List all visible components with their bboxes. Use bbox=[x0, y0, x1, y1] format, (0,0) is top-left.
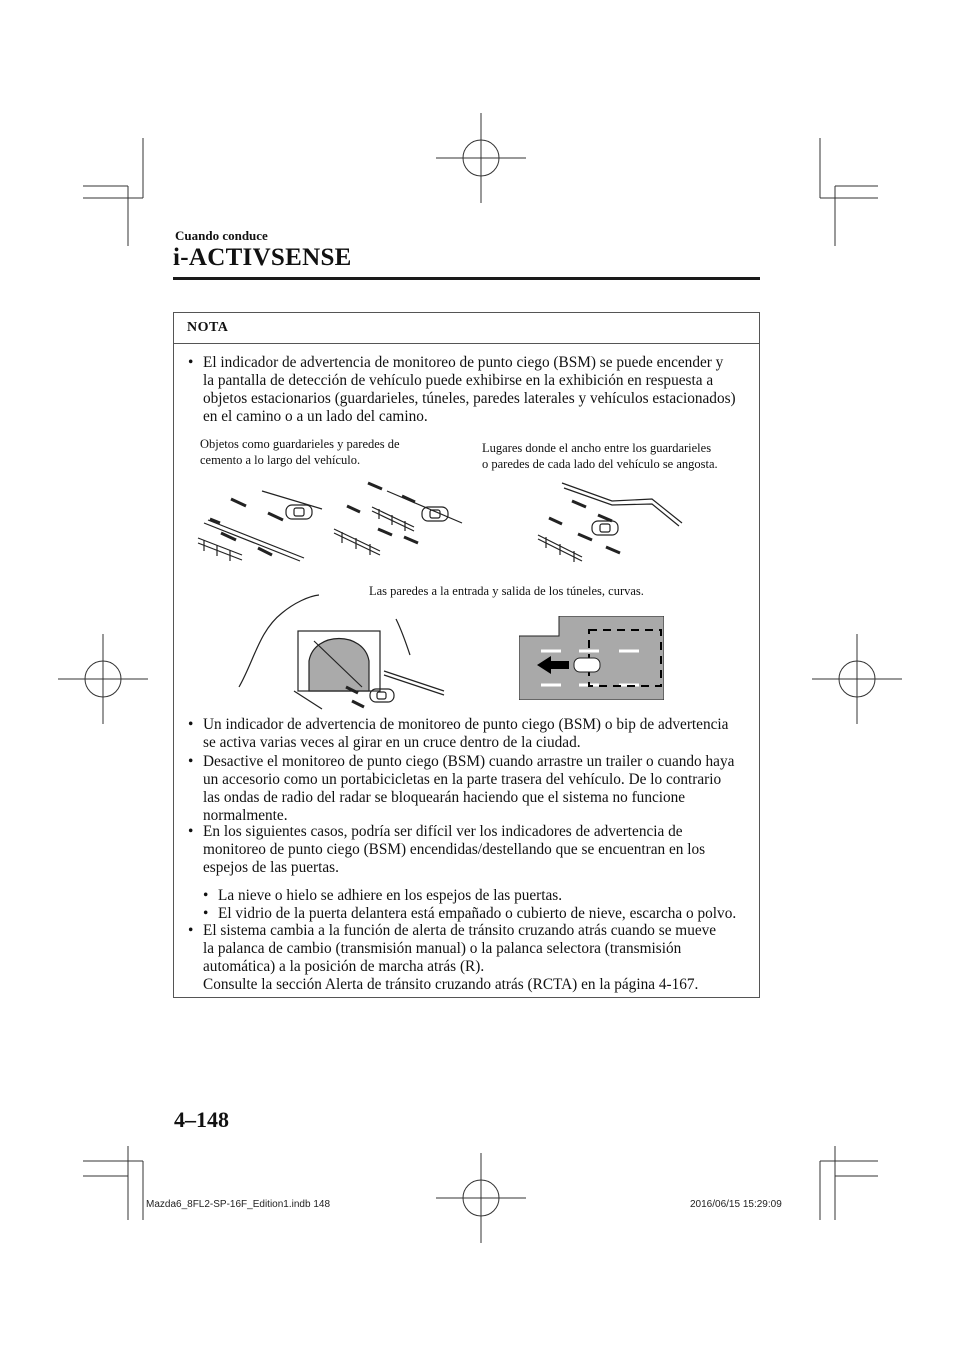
footer-timestamp: 2016/06/15 15:29:09 bbox=[690, 1199, 782, 1210]
bullet-dot: • bbox=[188, 716, 194, 733]
bullet-dot: • bbox=[188, 823, 194, 840]
bullet-line: Consulte la sección Alerta de tránsito cruzando atrás (RCTA) en la página 4-167. bbox=[203, 976, 699, 993]
bullet-line: un accesorio como un portabicicletas en la parte trasera del vehículo. De lo contrario bbox=[203, 771, 722, 788]
bullet-line: objetos estacionarios (guardarieles, túneles, paredes laterales y vehículos estacionados) bbox=[203, 390, 736, 407]
bullet-dot: • bbox=[188, 753, 194, 770]
tunnel-road-icon bbox=[234, 591, 474, 713]
bullet-dot: • bbox=[203, 887, 209, 904]
bullet-dot: • bbox=[203, 905, 209, 922]
caption-guardrails bbox=[200, 436, 400, 468]
bullet-line: normalmente. bbox=[203, 807, 288, 824]
note-box bbox=[173, 312, 760, 998]
bullet-line: La nieve o hielo se adhiere en los espejos de las puertas. bbox=[218, 887, 563, 904]
note-header bbox=[174, 313, 759, 344]
caption-tunnel: Las paredes a la entrada y salida de los túneles, curvas. bbox=[369, 584, 644, 598]
bullet-line: Desactive el monitoreo de punto ciego (BSM) cuando arrastre un trailer o cuando haya bbox=[203, 753, 735, 770]
bullet-line: espejos de las puertas. bbox=[203, 859, 339, 876]
section-label: Cuando conduce bbox=[175, 228, 268, 243]
note-label: NOTA bbox=[187, 320, 229, 335]
bullet-line: automática) a la posición de marcha atrás (R). bbox=[203, 958, 485, 975]
caption-narrow bbox=[482, 440, 718, 472]
bullet-dot: • bbox=[188, 922, 194, 939]
bullet-line: las ondas de radio del radar se bloquearán haciendo que el sistema no funcione bbox=[203, 789, 686, 806]
bullet-line: El sistema cambia a la función de alerta de tránsito cruzando atrás cuando se mueve bbox=[203, 922, 717, 939]
bullet-line: monitoreo de punto ciego (BSM) encendidas/destellando que se encuentran en los bbox=[203, 841, 706, 858]
bullet-line: la palanca de cambio (transmisión manual) o la palanca selectora (transmisión bbox=[203, 940, 682, 957]
bullet-line: se activa varias veces al girar en un cruce dentro de la ciudad. bbox=[203, 734, 581, 751]
caption-line: o paredes de cada lado del vehículo se angosta. bbox=[482, 457, 718, 471]
bullet-line: El vidrio de la puerta delantera está empañado o cubierto de nieve, escarcha o polvo. bbox=[218, 905, 737, 922]
page-number: 4–148 bbox=[174, 1107, 229, 1132]
bullet-line: en el camino o a un lado del camino. bbox=[203, 408, 428, 425]
bullet-line: El indicador de advertencia de monitoreo de punto ciego (BSM) se puede encender y bbox=[203, 354, 724, 371]
bullet-line: Un indicador de advertencia de monitoreo de punto ciego (BSM) o bip de advertencia bbox=[203, 716, 729, 733]
caption-line: cemento a lo largo del vehículo. bbox=[200, 453, 361, 467]
bullet-line: la pantalla de detección de vehículo puede exhibirse en la exhibición en respuesta a bbox=[203, 372, 714, 389]
footer-file: Mazda6_8FL2-SP-16F_Edition1.indb 148 bbox=[146, 1199, 331, 1210]
section-title: i-ACTIVSENSE bbox=[173, 244, 352, 271]
bullet-dot: • bbox=[188, 354, 194, 371]
guardrail-road-icon bbox=[182, 471, 752, 576]
intersection-turn-icon bbox=[519, 616, 664, 700]
header-rule bbox=[173, 277, 760, 280]
bullet-line: En los siguientes casos, podría ser difícil ver los indicadores de advertencia de bbox=[203, 823, 683, 840]
caption-line: Objetos como guardarieles y paredes de bbox=[200, 437, 400, 451]
caption-line: Lugares donde el ancho entre los guardarieles bbox=[482, 441, 712, 455]
